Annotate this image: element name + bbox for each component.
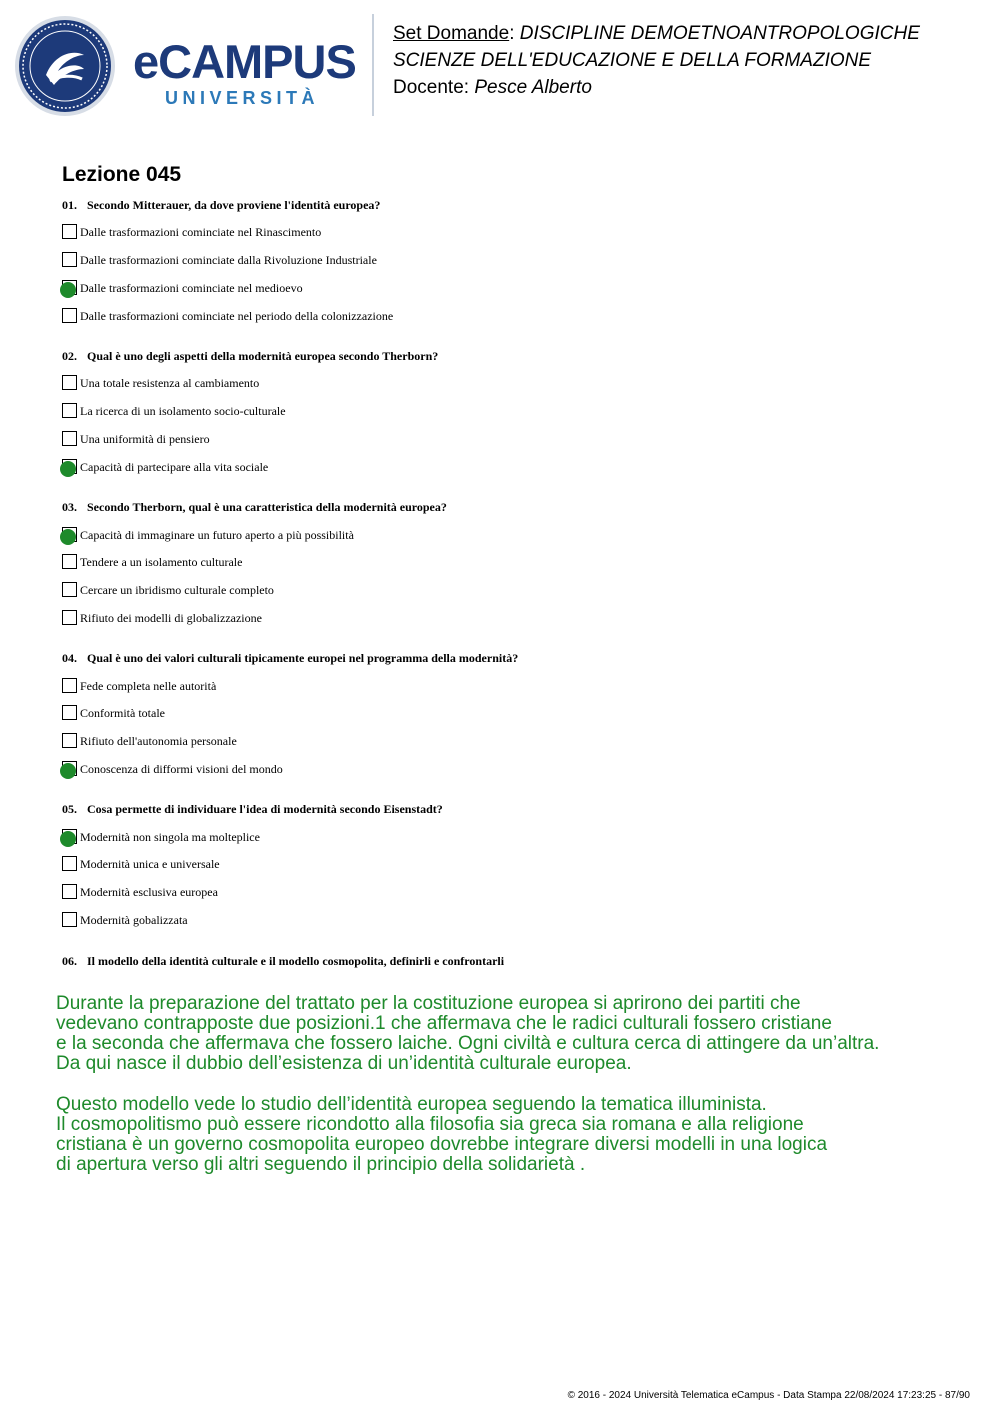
course-line-2 (393, 50, 871, 72)
question-number: 01. (62, 198, 77, 212)
teacher-name: Pesce Alberto (474, 77, 592, 98)
option-text: Rifiuto dell'autonomia personale (80, 734, 237, 748)
option-text: Una uniformità di pensiero (80, 432, 210, 446)
question-number: 03. (62, 500, 77, 514)
selected-answer-dot-icon (60, 282, 76, 298)
option-text: Dalle trasformazioni cominciate nel Rinascimento (80, 225, 322, 239)
selected-answer-dot-icon (60, 763, 76, 779)
set-domande-separator: : (509, 23, 520, 44)
checkbox[interactable] (62, 610, 77, 625)
question-01 (62, 198, 380, 212)
header-divider (372, 14, 374, 116)
question-text: Qual è uno dei valori culturali tipicamente europei nel programma della modernità? (87, 651, 519, 665)
option-text: Tendere a un isolamento culturale (80, 555, 243, 569)
checkbox[interactable] (62, 308, 77, 323)
question-number: 06. (62, 954, 77, 968)
option-text: Modernità esclusiva europea (80, 885, 218, 899)
option-text: La ricerca di un isolamento socio-culturale (80, 404, 286, 418)
checkbox[interactable] (62, 733, 77, 748)
checkbox[interactable] (62, 403, 77, 418)
lesson-title: Lezione 045 (62, 163, 182, 186)
question-text: Secondo Therborn, qual è una caratteristica della modernità europea? (87, 500, 447, 514)
option-text: Cercare un ibridismo culturale completo (80, 583, 274, 597)
page-footer: © 2016 - 2024 Università Telematica eCampus - Data Stampa 22/08/2024 17:23:25 - 87/90 (567, 1390, 970, 1401)
option-text: Rifiuto dei modelli di globalizzazione (80, 611, 262, 625)
option-text: Capacità di partecipare alla vita sociale (80, 460, 269, 474)
option-text: Dalle trasformazioni cominciate nel periodo della colonizzazione (80, 309, 394, 323)
checkbox[interactable] (62, 582, 77, 597)
answer-line: e la seconda che affermava che fossero laiche. Ogni civiltà e cultura cerca di attingere da un’altra. (56, 1033, 880, 1054)
selected-answer-dot-icon (60, 831, 76, 847)
option-text: Modernità unica e universale (80, 857, 220, 871)
option-text: Conformità totale (80, 706, 165, 720)
answer-line: vedevano contrapposte due posizioni.1 che affermava che le radici culturali fossero cristiane (56, 1013, 832, 1034)
checkbox[interactable] (62, 252, 77, 267)
checkbox[interactable] (62, 224, 77, 239)
option-text: Modernità gobalizzata (80, 913, 188, 927)
checkbox[interactable] (62, 856, 77, 871)
checkbox[interactable] (62, 884, 77, 899)
option-text: Modernità non singola ma molteplice (80, 830, 260, 844)
answer-line: cristiana è un governo cosmopolita europeo dovrebbe integrare diversi modelli in una logica (56, 1134, 828, 1155)
option-text: Una totale resistenza al cambiamento (80, 376, 260, 390)
question-06 (62, 954, 504, 968)
checkbox[interactable] (62, 375, 77, 390)
question-text: Cosa permette di individuare l'idea di modernità secondo Eisenstadt? (87, 802, 443, 816)
selected-answer-dot-icon (60, 461, 76, 477)
option-text: Dalle trasformazioni cominciate dalla Rivoluzione Industriale (80, 253, 377, 267)
answer-line: Durante la preparazione del trattato per la costituzione europea si aprirono dei partiti che (56, 993, 801, 1014)
question-number: 04. (62, 651, 77, 665)
question-text: Secondo Mitterauer, da dove proviene l'identità europea? (87, 198, 381, 212)
option-text: Dalle trasformazioni cominciate nel medioevo (80, 281, 303, 295)
checkbox[interactable] (62, 678, 77, 693)
option-text: Fede completa nelle autorità (80, 679, 217, 693)
question-number: 05. (62, 802, 77, 816)
checkbox[interactable] (62, 431, 77, 446)
option-text: Conoscenza di difformi visioni del mondo (80, 762, 283, 776)
set-domande-line (393, 23, 920, 45)
answer-line: Questo modello vede lo studio dell’identità europea seguendo la tematica illuminista. (56, 1094, 767, 1115)
ecampus-seal-logo (14, 15, 116, 117)
question-03 (62, 500, 447, 514)
teacher-label: Docente: (393, 77, 475, 98)
answer-line: di apertura verso gli altri seguendo il principio della solidarietà . (56, 1154, 586, 1175)
checkbox[interactable] (62, 912, 77, 927)
answer-line: Da qui nasce il dubbio dell’esistenza di un’identità culturale europea. (56, 1053, 632, 1074)
question-text: Qual è uno degli aspetti della modernità europea secondo Therborn? (87, 349, 439, 363)
ecampus-wordmark: eCAMPUS (133, 35, 356, 88)
question-05 (62, 802, 443, 816)
universita-wordmark: UNIVERSITÀ (165, 88, 320, 108)
checkbox[interactable] (62, 705, 77, 720)
course-name-line1: DISCIPLINE DEMOETNOANTROPOLOGICHE (519, 23, 920, 44)
question-text: Il modello della identità culturale e il modello cosmopolita, definirli e confrontarli (87, 954, 505, 968)
selected-answer-dot-icon (60, 529, 76, 545)
set-domande-label: Set Domande (393, 23, 510, 44)
option-text: Capacità di immaginare un futuro aperto a più possibilità (80, 528, 354, 542)
question-04 (62, 651, 518, 665)
course-name-line2: SCIENZE DELL'EDUCAZIONE E DELLA FORMAZIONE (393, 50, 872, 71)
question-number: 02. (62, 349, 77, 363)
question-02 (62, 349, 438, 363)
answer-line: Il cosmopolitismo può essere ricondotto alla filosofia sia greca sia romana e alla religione (56, 1114, 804, 1135)
teacher-line (393, 77, 592, 99)
checkbox[interactable] (62, 554, 77, 569)
